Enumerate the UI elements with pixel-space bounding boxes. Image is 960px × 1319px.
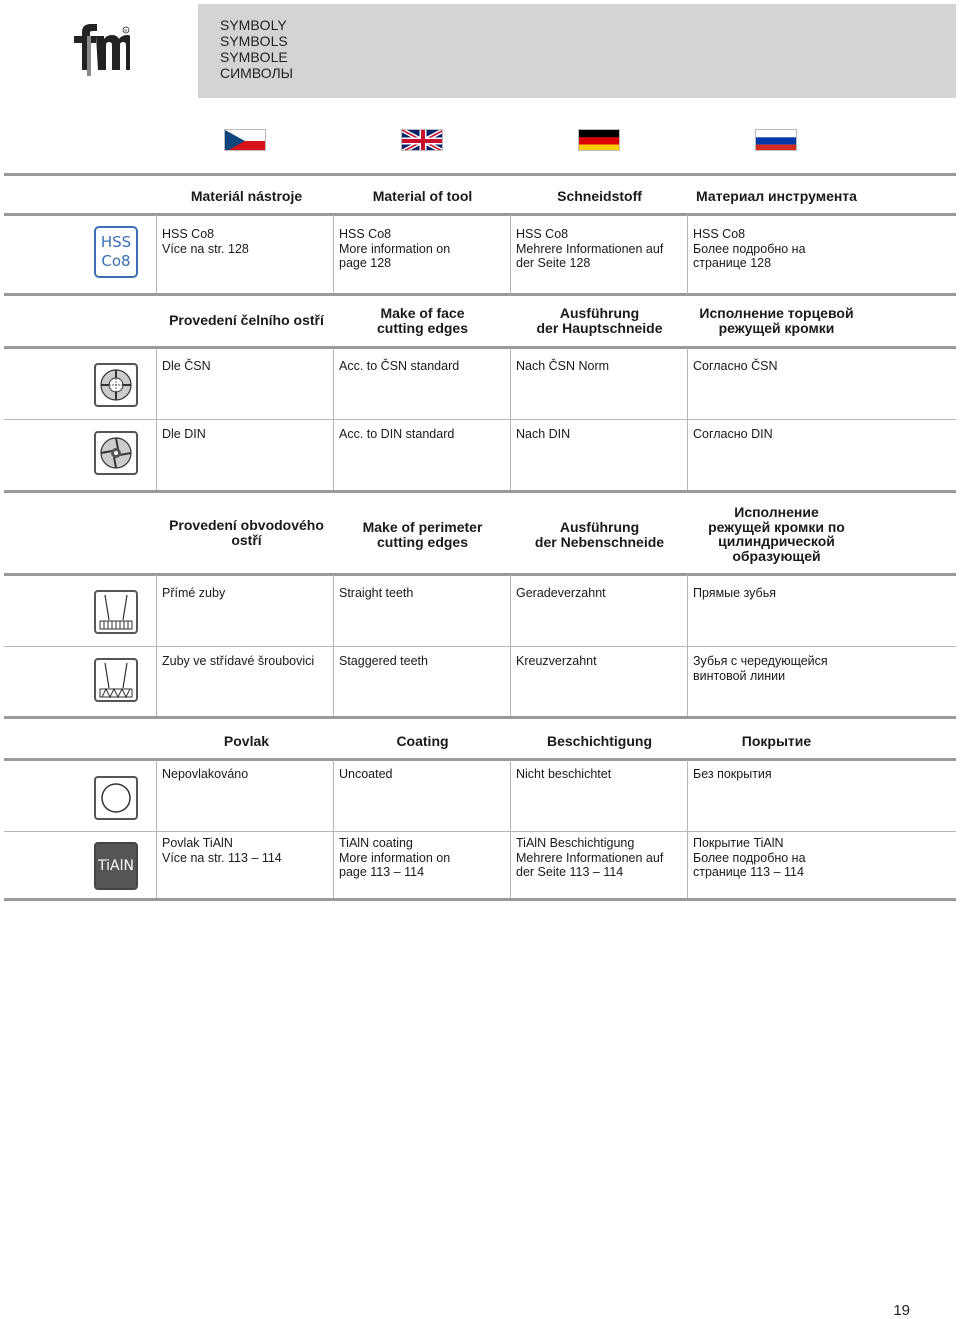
section-rule — [4, 898, 956, 901]
coating-row2-ru: Покрытие TiAlN Более подробно на странице 113 – 114 — [693, 836, 806, 879]
co8-icon-text: Co8 — [101, 252, 131, 270]
face-header-ru: Исполнение торцевой режущей кромки — [699, 305, 854, 336]
perimeter-header-ru: Исполнение режущей кромки по цилиндрической образующей — [708, 504, 845, 564]
column-divider — [156, 760, 157, 898]
material-cell-en: HSS Co8 More information on page 128 — [339, 227, 451, 270]
coating-header-ru: Покрытие — [741, 733, 812, 749]
flag-ru-icon — [755, 129, 797, 151]
perimeter-header-cz: Provedení obvodového ostří — [169, 517, 324, 548]
face-row2-en: Acc. to DIN standard — [339, 427, 455, 441]
column-divider — [687, 760, 688, 898]
tialn-icon-text: TiAlN — [98, 858, 134, 874]
column-divider — [156, 215, 157, 294]
section-rule — [4, 213, 956, 216]
hss-co8-icon — [94, 226, 138, 278]
section-rule — [4, 173, 956, 176]
coating-row1-de: Nicht beschichtet — [516, 767, 612, 781]
column-divider — [333, 575, 334, 716]
column-divider — [687, 215, 688, 294]
coating-header-cz: Povlak — [223, 733, 270, 749]
header-title-ru: СИМВОЛЫ — [220, 65, 294, 81]
section-rule — [4, 758, 956, 761]
header-title-box — [198, 4, 956, 98]
perimeter-row1-de: Geradeverzahnt — [516, 586, 606, 600]
row-divider — [4, 831, 956, 832]
flag-de-icon — [578, 129, 620, 151]
section-rule — [4, 716, 956, 719]
face-header-cz: Provedení čelního ostří — [169, 312, 324, 328]
coating-row1-en: Uncoated — [339, 767, 393, 781]
svg-text:R: R — [124, 28, 128, 33]
column-divider — [510, 575, 511, 716]
column-divider — [687, 348, 688, 490]
material-header-ru: Материал инструмента — [696, 188, 857, 204]
header-title-de: SYMBOLE — [220, 49, 288, 65]
perimeter-row2-en: Staggered teeth — [339, 654, 428, 668]
material-header-en: Material of tool — [372, 188, 473, 204]
header-title-cz: SYMBOLY — [220, 17, 287, 33]
perimeter-row2-cz: Zuby ve střídavé šroubovici — [162, 654, 315, 668]
coating-row1-ru: Без покрытия — [693, 767, 772, 781]
coating-row2-cz: Povlak TiAlN Více na str. 113 – 114 — [162, 836, 282, 865]
header-title-en: SYMBOLS — [220, 33, 288, 49]
staggered-teeth-icon — [94, 658, 138, 702]
face-row2-cz: Dle DIN — [162, 427, 206, 441]
column-divider — [156, 575, 157, 716]
column-divider — [510, 215, 511, 294]
face-row1-ru: Согласно ČSN — [693, 359, 778, 373]
material-cell-ru: HSS Co8 Более подробно на странице 128 — [693, 227, 806, 270]
coating-row1-cz: Nepovlakováno — [162, 767, 249, 781]
face-row2-ru: Согласно DIN — [693, 427, 773, 441]
material-cell-de: HSS Co8 Mehrere Informationen auf der Seite 128 — [516, 227, 664, 270]
uncoated-icon — [94, 776, 138, 820]
face-header-en: Make of face cutting edges — [376, 305, 468, 336]
coating-header-de: Beschichtigung — [546, 733, 652, 749]
perimeter-row2-ru: Зубья с чередующейся винтовой линии — [693, 654, 828, 683]
tialn-coating-icon — [94, 842, 138, 890]
face-csn-icon — [94, 363, 138, 407]
column-divider — [687, 575, 688, 716]
perimeter-row1-cz: Přímé zuby — [162, 586, 226, 600]
column-divider — [510, 348, 511, 490]
face-row2-de: Nach DIN — [516, 427, 571, 441]
section-rule — [4, 293, 956, 296]
hss-icon-text: HSS — [100, 233, 132, 251]
coating-row2-en: TiAlN coating More information on page 113 – 114 — [339, 836, 451, 879]
face-row1-en: Acc. to ČSN standard — [339, 359, 460, 373]
face-din-icon — [94, 431, 138, 475]
column-divider — [333, 348, 334, 490]
face-row1-de: Nach ČSN Norm — [516, 359, 610, 373]
perimeter-header-de: Ausführung der Nebenschneide — [534, 519, 665, 550]
flag-cz-icon — [224, 129, 266, 151]
row-divider — [4, 646, 956, 647]
column-divider — [510, 760, 511, 898]
perimeter-row1-ru: Прямые зубья — [693, 586, 776, 600]
column-divider — [156, 348, 157, 490]
face-row1-cz: Dle ČSN — [162, 359, 211, 373]
coating-row2-de: TiAlN Beschichtigung Mehrere Informationen auf der Seite 113 – 114 — [516, 836, 664, 879]
coating-header-en: Coating — [396, 733, 449, 749]
material-header-de: Schneidstoff — [557, 188, 642, 204]
perimeter-row2-de: Kreuzverzahnt — [516, 654, 597, 668]
column-divider — [333, 760, 334, 898]
material-header-cz: Materiál nástroje — [190, 188, 303, 204]
material-cell-cz: HSS Co8 Více na str. 128 — [162, 227, 249, 256]
section-rule — [4, 573, 956, 576]
page-number: 19 — [893, 1302, 910, 1319]
perimeter-header-en: Make of perimeter cutting edges — [362, 519, 483, 550]
perimeter-row1-en: Straight teeth — [339, 586, 414, 600]
straight-teeth-icon — [94, 590, 138, 634]
column-divider — [333, 215, 334, 294]
section-rule — [4, 490, 956, 493]
face-header-de: Ausführung der Hauptschneide — [536, 305, 663, 336]
flag-uk-icon — [401, 129, 443, 151]
row-divider — [4, 419, 956, 420]
fm-logo — [68, 22, 130, 78]
section-rule — [4, 346, 956, 349]
